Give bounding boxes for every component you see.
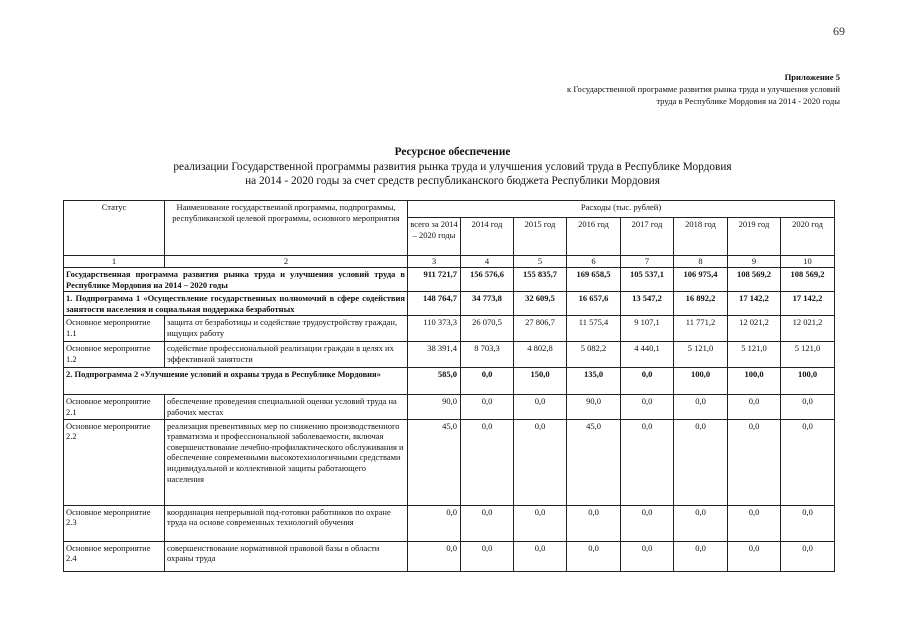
header-name: Наименование государственной программы, подпрограммы, республиканской целевой программы, основного мероприятия [165, 201, 408, 256]
header-year: всего за 2014 – 2020 годы [408, 218, 461, 256]
column-number: 7 [621, 256, 674, 268]
measure-name-cell: совершенствование нормативной правовой базы в области охраны труда [165, 541, 408, 571]
appendix-line: к Государственной программе развития рынка труда и улучшения условий [567, 84, 840, 94]
value-cell: 17 142,2 [781, 292, 835, 316]
value-cell: 0,0 [728, 541, 781, 571]
value-cell: 0,0 [461, 395, 514, 419]
value-cell: 27 806,7 [514, 316, 567, 342]
value-cell: 0,0 [461, 419, 514, 505]
value-cell: 108 569,2 [781, 268, 835, 292]
measure-name-cell: координация непрерывной под-готовки работников по охране труда на основе современных технологий обучения [165, 505, 408, 541]
page-number: 69 [833, 24, 845, 38]
value-cell: 13 547,2 [621, 292, 674, 316]
value-cell: 155 835,7 [514, 268, 567, 292]
value-cell: 4 440,1 [621, 342, 674, 368]
value-cell: 12 021,2 [781, 316, 835, 342]
value-cell: 0,0 [461, 505, 514, 541]
value-cell: 11 575,4 [567, 316, 621, 342]
value-cell: 5 121,0 [728, 342, 781, 368]
status-cell: Основное мероприятие 2.1 [64, 395, 165, 419]
measure-name-cell: содействие профессиональной реализации граждан в целях их эффективной занятости [165, 342, 408, 368]
value-cell: 26 070,5 [461, 316, 514, 342]
value-cell: 45,0 [567, 419, 621, 505]
header-year: 2014 год [461, 218, 514, 256]
value-cell: 16 657,6 [567, 292, 621, 316]
table-row [64, 292, 835, 316]
status-cell: Основное мероприятие 1.2 [64, 342, 165, 368]
value-cell: 45,0 [408, 419, 461, 505]
value-cell: 32 609,5 [514, 292, 567, 316]
value-cell: 17 142,2 [728, 292, 781, 316]
header-year: 2016 год [567, 218, 621, 256]
header-year: 2017 год [621, 218, 674, 256]
value-cell: 90,0 [567, 395, 621, 419]
value-cell: 0,0 [781, 419, 835, 505]
value-cell: 4 802,8 [514, 342, 567, 368]
value-cell: 9 107,1 [621, 316, 674, 342]
table-row [64, 268, 835, 292]
value-cell: 108 569,2 [728, 268, 781, 292]
value-cell: 0,0 [674, 541, 728, 571]
value-cell: 12 021,2 [728, 316, 781, 342]
status-cell: Основное мероприятие 1.1 [64, 316, 165, 342]
resource-table [63, 200, 835, 572]
status-cell: Основное мероприятие 2.3 [64, 505, 165, 541]
value-cell: 169 658,5 [567, 268, 621, 292]
value-cell: 0,0 [514, 419, 567, 505]
value-cell: 0,0 [728, 419, 781, 505]
value-cell: 911 721,7 [408, 268, 461, 292]
value-cell: 11 771,2 [674, 316, 728, 342]
value-cell: 5 121,0 [781, 342, 835, 368]
value-cell: 0,0 [781, 505, 835, 541]
appendix-line: труда в Республике Мордовия на 2014 - 2020 годы [656, 96, 840, 106]
value-cell: 0,0 [461, 541, 514, 571]
program-title-cell: Государственная программа развития рынка труда и улучшения условий труда в Республике Мордовия на 2014 – 2020 годы [64, 268, 408, 292]
measure-name-cell: реализация превентивных мер по снижению производственного травматизма и профессиональной заболеваемости, включая совершенствование лечебно-профилактического обслуживания и обеспечение современными высокотехнологичными средствами индивидуальной и коллективной защиты работающего населения [165, 419, 408, 505]
value-cell: 585,0 [408, 368, 461, 395]
value-cell: 0,0 [621, 419, 674, 505]
appendix-block [500, 71, 840, 107]
table-row [64, 541, 835, 571]
column-number: 4 [461, 256, 514, 268]
value-cell: 0,0 [408, 541, 461, 571]
column-number: 2 [165, 256, 408, 268]
value-cell: 0,0 [674, 419, 728, 505]
value-cell: 156 576,6 [461, 268, 514, 292]
header-expenses: Расходы (тыс. рублей) [408, 201, 835, 218]
value-cell: 0,0 [567, 505, 621, 541]
value-cell: 135,0 [567, 368, 621, 395]
value-cell: 0,0 [674, 505, 728, 541]
value-cell: 0,0 [621, 368, 674, 395]
column-number: 8 [674, 256, 728, 268]
value-cell: 0,0 [514, 395, 567, 419]
header-status: Статус [64, 201, 165, 256]
table-row [64, 505, 835, 541]
value-cell: 105 537,1 [621, 268, 674, 292]
value-cell: 106 975,4 [674, 268, 728, 292]
value-cell: 148 764,7 [408, 292, 461, 316]
document-heading [140, 145, 765, 189]
value-cell: 0,0 [514, 541, 567, 571]
column-number: 5 [514, 256, 567, 268]
value-cell: 110 373,3 [408, 316, 461, 342]
column-number: 10 [781, 256, 835, 268]
value-cell: 100,0 [781, 368, 835, 395]
table-row [64, 342, 835, 368]
measure-name-cell: защита от безработицы и содействие трудоустройству граждан, ищущих работу [165, 316, 408, 342]
table-row [64, 419, 835, 505]
value-cell: 0,0 [728, 505, 781, 541]
header-year: 2019 год [728, 218, 781, 256]
column-number: 3 [408, 256, 461, 268]
program-title-cell: 1. Подпрограмма 1 «Осуществление государственных полномочий в сфере содействия занятости населения и социальная поддержка безработных [64, 292, 408, 316]
program-title-cell: 2. Подпрограмма 2 «Улучшение условий и охраны труда в Республике Мордовия» [64, 368, 408, 395]
value-cell: 5 082,2 [567, 342, 621, 368]
value-cell: 0,0 [728, 395, 781, 419]
value-cell: 100,0 [674, 368, 728, 395]
column-number: 9 [728, 256, 781, 268]
value-cell: 0,0 [621, 505, 674, 541]
appendix-title: Приложение 5 [784, 72, 840, 82]
column-number: 1 [64, 256, 165, 268]
status-cell: Основное мероприятие 2.4 [64, 541, 165, 571]
value-cell: 0,0 [514, 505, 567, 541]
value-cell: 5 121,0 [674, 342, 728, 368]
value-cell: 38 391,4 [408, 342, 461, 368]
value-cell: 100,0 [728, 368, 781, 395]
value-cell: 8 703,3 [461, 342, 514, 368]
table-row [64, 316, 835, 342]
value-cell: 0,0 [781, 541, 835, 571]
table-row [64, 395, 835, 419]
status-cell: Основное мероприятие 2.2 [64, 419, 165, 505]
value-cell: 34 773,8 [461, 292, 514, 316]
table-row [64, 368, 835, 395]
document-subtitle: на 2014 - 2020 годы за счет средств республиканского бюджета Республики Мордовия [245, 175, 660, 187]
measure-name-cell: обеспечение проведения специальной оценки условий труда на рабочих местах [165, 395, 408, 419]
value-cell: 0,0 [461, 368, 514, 395]
document-title: Ресурсное обеспечение [394, 146, 511, 158]
value-cell: 0,0 [408, 505, 461, 541]
header-year: 2015 год [514, 218, 567, 256]
column-number: 6 [567, 256, 621, 268]
value-cell: 0,0 [567, 541, 621, 571]
document-subtitle: реализации Государственной программы развития рынка труда и улучшения условий труда в Республике Мордовия [173, 160, 732, 173]
value-cell: 16 892,2 [674, 292, 728, 316]
value-cell: 0,0 [621, 541, 674, 571]
value-cell: 0,0 [621, 395, 674, 419]
value-cell: 0,0 [781, 395, 835, 419]
value-cell: 90,0 [408, 395, 461, 419]
value-cell: 150,0 [514, 368, 567, 395]
header-year: 2020 год [781, 218, 835, 256]
header-year: 2018 год [674, 218, 728, 256]
value-cell: 0,0 [674, 395, 728, 419]
